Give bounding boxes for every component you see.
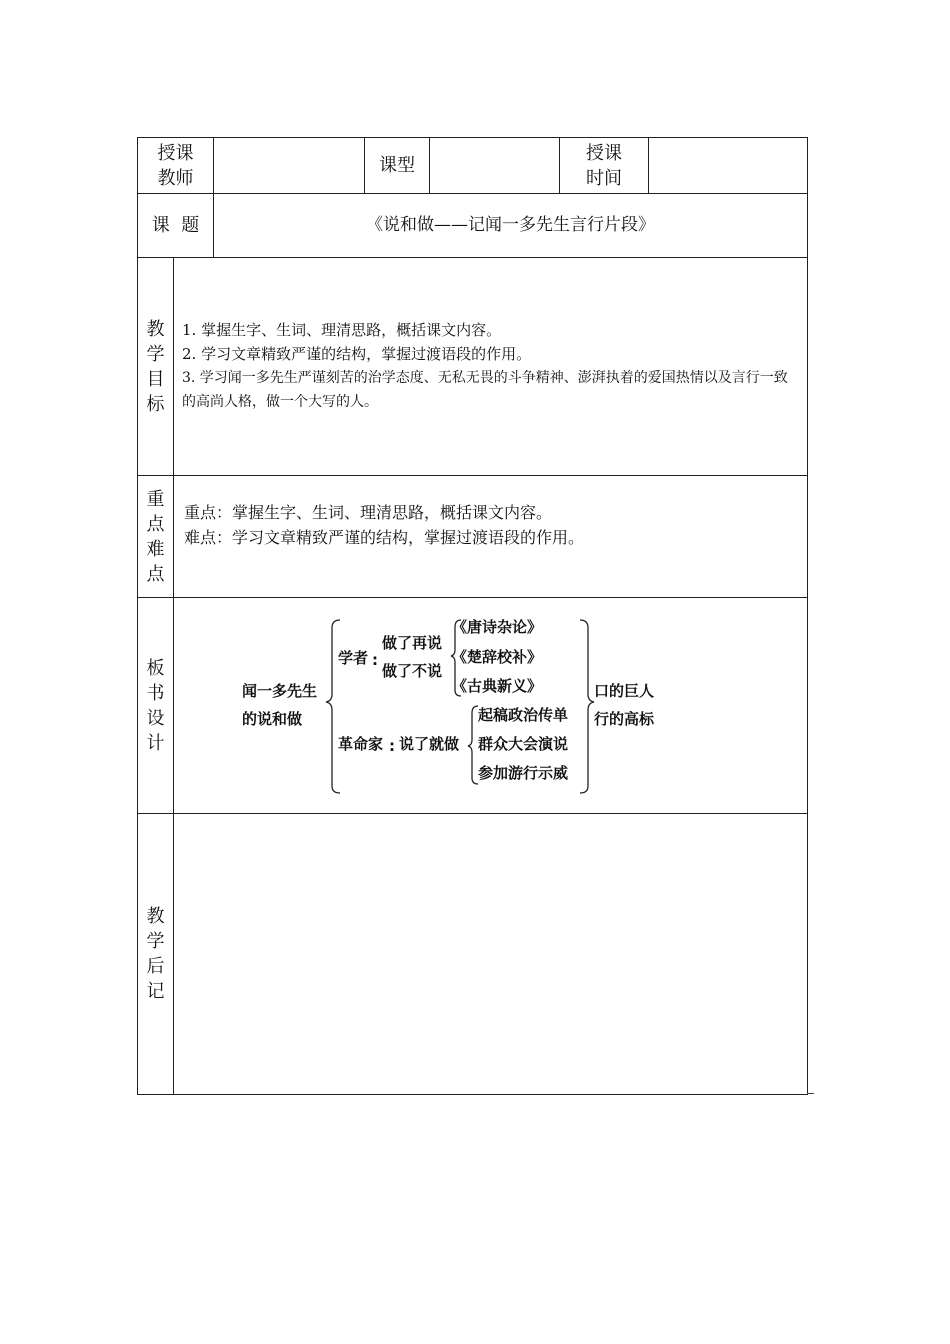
keypoints-label (137, 475, 174, 598)
keypoints-text (184, 500, 794, 550)
scholar-separator: : (372, 651, 378, 669)
time-label (559, 137, 649, 194)
type-value-cell[interactable] (429, 137, 560, 194)
book-item-3: 《古典新义》 (452, 677, 543, 695)
objective-item: 1. 掌握生字、生词、理清思路，概括课文内容。 (182, 321, 502, 339)
reflection-label-char: 记 (146, 981, 165, 1002)
table-edge-mark (807, 1093, 814, 1094)
teacher-label-line1: 授课 (157, 142, 194, 164)
board-label-char: 计 (146, 732, 165, 754)
topic-label: 课 题 (151, 215, 200, 236)
reflection-label-char: 学 (146, 931, 165, 952)
topic-title: 《说和做——记闻一多先生言行片段》 (366, 215, 655, 235)
reflection-label-char: 教 (146, 906, 165, 927)
reflection-content-cell[interactable] (173, 813, 808, 1095)
board-label (137, 597, 174, 814)
action-item-1: 起稿政治传单 (478, 706, 569, 724)
revolutionary-separator: : (389, 737, 395, 755)
scholar-label: 学者 (338, 649, 369, 667)
teacher-label-line2: 教师 (157, 167, 194, 189)
keypoints-label-char: 点 (146, 513, 165, 535)
keypoints-label-char: 重 (146, 488, 165, 510)
action-item-3: 参加游行示威 (478, 764, 569, 782)
objectives-label-char: 学 (146, 343, 165, 365)
objectives-list (182, 318, 800, 414)
time-label-line1: 授课 (586, 142, 622, 164)
time-label-line2: 时间 (586, 167, 622, 189)
revolutionary-label: 革命家 (338, 735, 384, 753)
objective-item: 3. 学习闻一多先生严谨刻苦的治学态度、无私无畏的斗争精神、澎湃执着的爱国热情以及言行一致的高尚人格，做一个大写的人。 (182, 370, 788, 410)
difficult-point: 难点：学习文章精致严谨的结构，掌握过渡语段的作用。 (184, 528, 585, 547)
objectives-label (137, 257, 174, 476)
objectives-label-char: 教 (146, 318, 165, 340)
scholar-item-2: 做了不说 (382, 662, 443, 680)
type-label: 课型 (379, 155, 415, 176)
book-item-2: 《楚辞校补》 (452, 648, 543, 666)
objective-item: 2. 学习文章精致严谨的结构，掌握过渡语段的作用。 (182, 345, 532, 363)
key-point: 重点：掌握生字、生词、理清思路，概括课文内容。 (184, 503, 553, 522)
scholar-item-1: 做了再说 (382, 634, 443, 652)
keypoints-label-char: 难 (146, 538, 165, 560)
revolutionary-item: 说了就做 (399, 735, 460, 753)
objectives-label-char: 标 (146, 393, 165, 415)
conclusion-line2: 行的高标 (594, 710, 655, 728)
reflection-label (137, 813, 174, 1095)
objectives-label-char: 目 (146, 368, 165, 390)
reflection-label-char: 后 (146, 956, 165, 977)
board-title-line1: 闻一多先生 (242, 682, 318, 700)
board-label-char: 书 (146, 682, 165, 704)
keypoints-label-char: 点 (146, 563, 165, 585)
teacher-value-cell[interactable] (213, 137, 365, 194)
book-item-1: 《唐诗杂论》 (452, 618, 543, 636)
action-item-2: 群众大会演说 (478, 735, 569, 753)
board-label-char: 板 (146, 657, 165, 679)
conclusion-line1: 口的巨人 (594, 682, 655, 700)
time-value-cell[interactable] (648, 137, 808, 194)
board-label-char: 设 (146, 707, 165, 729)
board-title-line2: 的说和做 (242, 710, 303, 728)
teacher-label (137, 137, 214, 194)
